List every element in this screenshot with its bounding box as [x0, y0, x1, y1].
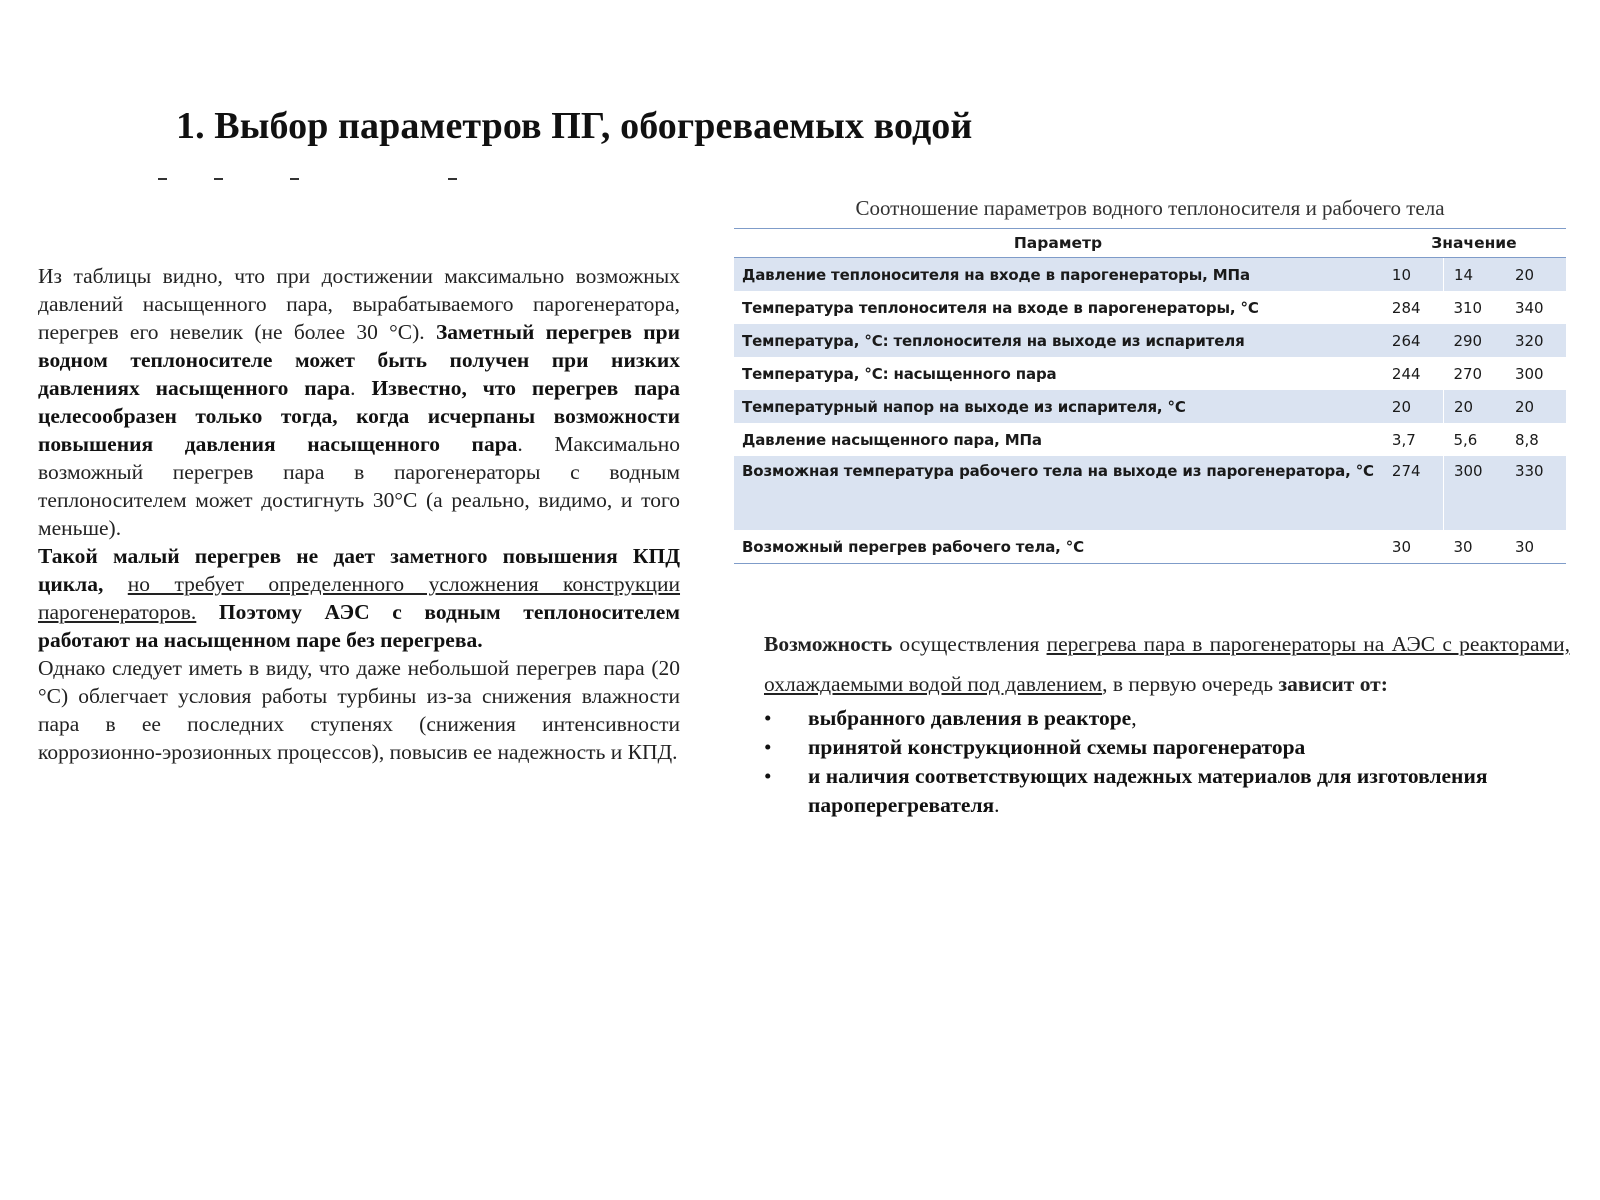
text-run: Из таблицы видно, что при достижении максимально возможных давлений насыщенного пара, вырабатываемого парогенератора, перегрев его невелик (не более 30 °C). [38, 264, 680, 344]
param-name: Возможная температура рабочего тела на выходе из парогенератора, °C [734, 456, 1382, 530]
text-run: . Максимально возможный перегрев пара в парогенераторы с водным теплоносителем может достигнуть 30°C (а реально, видимо, и того меньше). [38, 432, 680, 540]
param-name: Температурный напор на выходе из испарителя, °C [734, 390, 1382, 423]
table-row [734, 456, 1566, 530]
bullet-icon: • [764, 735, 772, 759]
value-cell: 20 [1382, 390, 1444, 423]
value-cell: 5,6 [1453, 430, 1478, 449]
bullet-icon: • [764, 706, 772, 730]
text-run [103, 572, 127, 596]
value-cell: 20 [1443, 390, 1505, 423]
bold-run: Поэтому АЭС с водным теплоносителем работают на насыщенном паре без перегрева. [38, 600, 680, 652]
table-row [734, 357, 1566, 390]
right-text-block [764, 624, 1570, 820]
text-run: осуществления [892, 632, 1047, 656]
value-cell: 340 [1514, 298, 1544, 317]
value-cell: 300 [1514, 364, 1544, 383]
header-value: Значение [1382, 229, 1566, 258]
list-item-text: выбранного давления в реакторе [808, 706, 1132, 730]
parameters-table [734, 228, 1566, 564]
dependency-paragraph [764, 624, 1570, 704]
table-caption: Соотношение параметров водного теплоносителя и рабочего тела [855, 196, 1445, 220]
bold-run: зависит от: [1278, 672, 1388, 696]
value-cell: 14 [1443, 258, 1505, 292]
table-row [734, 258, 1566, 292]
value-cell: 320 [1505, 324, 1566, 357]
value-cell: 284 [1391, 298, 1421, 317]
slide-title: 1. Выбор параметров ПГ, обогреваемых водой [176, 105, 973, 147]
bold-run: Известно, что перегрев пара целесообразен только тогда, когда исчерпаны возможности повышения давления насыщенного пара [38, 376, 680, 456]
value-cell: 20 [1505, 258, 1566, 292]
param-name: Температура, °C: насыщенного пара [742, 364, 1057, 383]
param-name: Возможный перегрев рабочего тела, °C [742, 537, 1084, 556]
table-row [734, 291, 1566, 324]
value-cell: 274 [1382, 456, 1444, 530]
list-item [764, 733, 1570, 762]
list-item-text: и наличия соответствующих надежных материалов для изготовления пароперегревателя [808, 764, 1488, 817]
value-cell: 264 [1382, 324, 1444, 357]
underlined-run: перегрева пара в парогенераторы на АЭС с реакторами, охлаждаемыми водой под давлением [764, 632, 1570, 696]
decorative-dashes [150, 172, 480, 184]
paragraph-3: Однако следует иметь в виду, что даже небольшой перегрев пара (20 °C) облегчает условия работы турбины из-за снижения влажности пара в ее последних ступенях (снижения интенсивности коррозионно-эрозионных процессов), повысив ее надежность и КПД. [38, 656, 680, 764]
value-cell: 10 [1382, 258, 1444, 292]
value-cell: 30 [1514, 537, 1535, 556]
bullet-icon: • [764, 764, 772, 788]
value-cell: 20 [1505, 390, 1566, 423]
paragraph-1 [38, 262, 680, 542]
value-cell: 30 [1453, 537, 1473, 556]
bold-run: Заметный перегрев при водном теплоносителе может быть получен при низких давлениях насыщенного пара [38, 320, 680, 400]
left-text-block [38, 262, 680, 766]
text-run: , в первую очередь [1102, 672, 1279, 696]
table-row [734, 530, 1566, 564]
param-name: Давление теплоносителя на входе в парогенераторы, МПа [734, 258, 1382, 292]
value-cell: 330 [1505, 456, 1566, 530]
bold-run: Такой малый перегрев не дает заметного повышения КПД цикла, [38, 544, 680, 596]
table-row [734, 390, 1566, 423]
list-item [764, 762, 1570, 820]
value-cell: 290 [1443, 324, 1505, 357]
bold-run: Возможность [764, 632, 893, 656]
value-cell: 244 [1391, 364, 1421, 383]
value-cell: 8,8 [1514, 430, 1539, 449]
list-item [764, 704, 1570, 733]
value-cell: 3,7 [1391, 430, 1416, 449]
table-row [734, 324, 1566, 357]
param-name: Температура теплоносителя на входе в парогенераторы, °C [742, 298, 1259, 317]
text-run: . [350, 376, 372, 400]
value-cell: 270 [1453, 364, 1483, 383]
table-header-row [734, 229, 1566, 258]
param-name: Давление насыщенного пара, МПа [742, 430, 1042, 449]
value-cell: 310 [1453, 298, 1483, 317]
list-item-tail: , [1131, 706, 1137, 730]
param-name: Температура, °C: теплоносителя на выходе из испарителя [734, 324, 1382, 357]
dependency-list [764, 704, 1570, 820]
underlined-run: но требует определенного усложнения конструкции парогенераторов. [38, 572, 681, 624]
value-cell: 30 [1391, 537, 1412, 556]
value-cell: 300 [1443, 456, 1505, 530]
paragraph-2 [38, 542, 680, 654]
header-param: Параметр [734, 229, 1382, 258]
list-item-text: принятой конструкционной схемы парогенератора [808, 735, 1306, 759]
table-row [734, 423, 1566, 456]
list-item-tail: . [994, 793, 1000, 817]
